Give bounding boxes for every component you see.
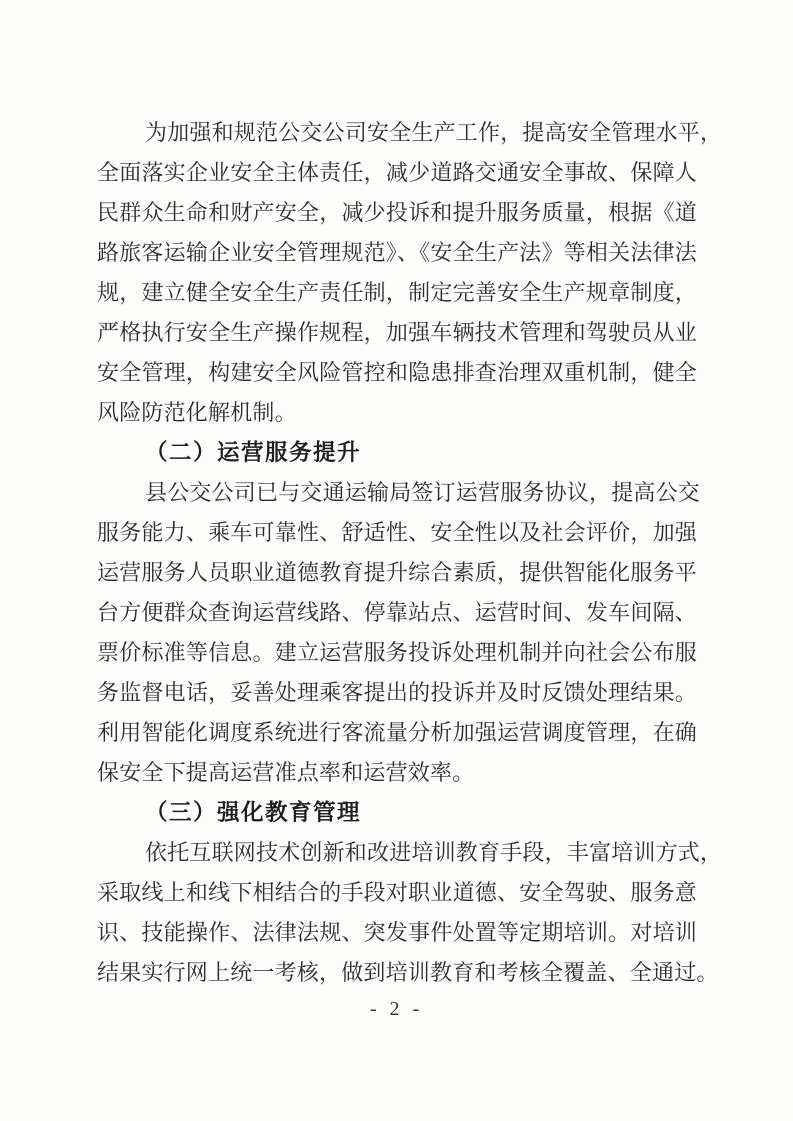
text-line: 结果实行网上统一考核，做到培训教育和考核全覆盖、全通过。	[97, 960, 719, 985]
text-line: 为加强和规范公交公司安全生产工作，提高安全管理水平，	[145, 120, 723, 145]
text-line: 服务能力、乘车可靠性、舒适性、安全性以及社会评价，加强	[97, 520, 697, 545]
text-line: 民群众生命和财产安全，减少投诉和提升服务质量，根据《道	[97, 200, 697, 225]
text-line: 规，建立健全安全生产责任制，制定完善安全生产规章制度，	[97, 280, 697, 305]
text-line: 台方便群众查询运营线路、停靠站点、运营时间、发车间隔、	[97, 600, 697, 625]
text-line: 票价标准等信息。建立运营服务投诉处理机制并向社会公布服	[97, 640, 697, 665]
text-line: 风险防范化解机制。	[97, 400, 297, 425]
text-line: 利用智能化调度系统进行客流量分析加强运营调度管理，在确	[97, 720, 697, 745]
text-line: 严格执行安全生产操作规程，加强车辆技术管理和驾驶员从业	[97, 320, 697, 345]
text-line: 采取线上和线下相结合的手段对职业道德、安全驾驶、服务意	[97, 880, 697, 905]
text-line: 运营服务人员职业道德教育提升综合素质，提供智能化服务平	[97, 560, 697, 585]
text-line: 全面落实企业安全主体责任，减少道路交通安全事故、保障人	[97, 160, 697, 185]
document-content	[97, 113, 723, 993]
text-line: 务监督电话，妥善处理乘客提出的投诉并及时反馈处理结果。	[97, 680, 697, 705]
page-number: - 2 -	[369, 998, 424, 1020]
text-line: 安全管理，构建安全风险管控和隐患排查治理双重机制，健全	[97, 360, 697, 385]
text-line: 路旅客运输企业安全管理规范》、《安全生产法》等相关法律法	[97, 240, 697, 265]
text-line: 依托互联网技术创新和改进培训教育手段，丰富培训方式，	[145, 840, 723, 865]
text-line: 县公交公司已与交通运输局签订运营服务协议，提高公交	[145, 480, 701, 505]
text-line: 保安全下提高运营准点率和运营效率。	[97, 760, 475, 785]
section-heading: （二）运营服务提升	[145, 440, 362, 465]
section-heading: （三）强化教育管理	[145, 800, 362, 825]
text-line: 识、技能操作、法律法规、突发事件处置等定期培训。对培训	[97, 920, 697, 945]
